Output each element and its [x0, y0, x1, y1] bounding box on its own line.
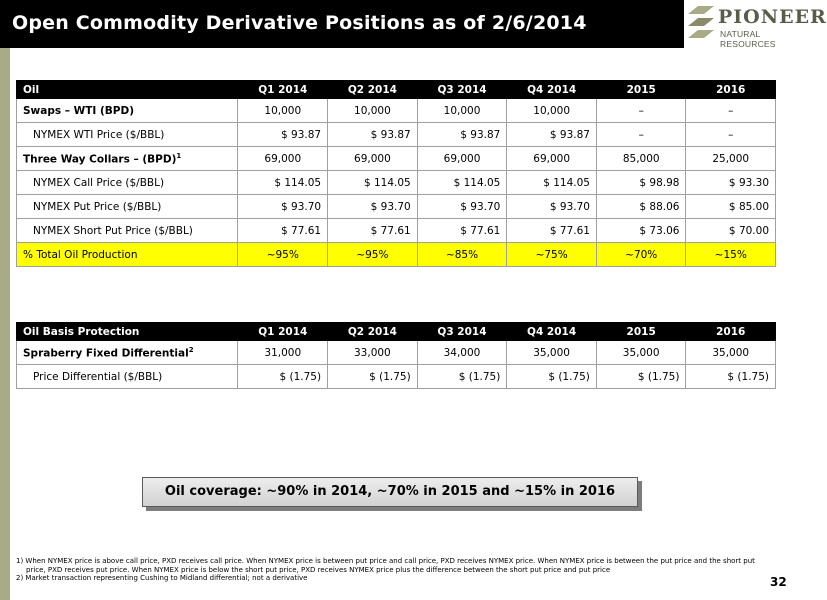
column-header: 2016 — [686, 81, 776, 99]
table-cell: $ (1.75) — [238, 365, 328, 389]
table-cell: $ 93.70 — [328, 195, 418, 219]
table-row — [17, 195, 776, 219]
table-cell: $ (1.75) — [328, 365, 418, 389]
table-cell: ~95% — [328, 243, 418, 267]
column-header: Q3 2014 — [417, 81, 507, 99]
footnotes — [16, 557, 766, 583]
oil-derivatives-table — [16, 80, 776, 267]
table-row — [17, 99, 776, 123]
table-row — [17, 243, 776, 267]
table-cell: 33,000 — [328, 341, 418, 365]
footnote: 1) When NYMEX price is above call price, PXD receives call price. When NYMEX price is between put price and call price, PXD receives NYMEX price. When NYMEX price is between the put price and the short put price, PXD receives put price. When NYMEX price is below the short put price, PXD receives NYMEX price plus the difference between the short put price and put price — [16, 557, 755, 574]
table-cell: 10,000 — [417, 99, 507, 123]
footnote-marker: 1 — [176, 151, 182, 160]
footnote: 2) Market transaction representing Cushing to Midland differential; not a derivative — [16, 574, 308, 583]
slide-header — [0, 0, 827, 49]
row-label — [17, 171, 238, 195]
row-label — [17, 99, 238, 123]
table-cell: $ 88.06 — [596, 195, 686, 219]
table-cell: 31,000 — [238, 341, 328, 365]
table-cell: $ 114.05 — [238, 171, 328, 195]
company-logo — [684, 0, 827, 49]
table-cell: 69,000 — [238, 147, 328, 171]
row-label-text: NYMEX Put Price ($/BBL) — [33, 200, 162, 213]
table-row — [17, 219, 776, 243]
table-cell: $ 93.87 — [417, 123, 507, 147]
table-cell: 69,000 — [328, 147, 418, 171]
table-cell: $ (1.75) — [686, 365, 776, 389]
column-header: Q4 2014 — [507, 323, 597, 341]
row-label — [17, 243, 238, 267]
column-header: Oil — [17, 81, 238, 99]
table-cell: $ 93.87 — [328, 123, 418, 147]
table-cell: $ (1.75) — [596, 365, 686, 389]
table-cell: $ 114.05 — [507, 171, 597, 195]
row-label — [17, 219, 238, 243]
table-cell: 10,000 — [238, 99, 328, 123]
table-cell: 25,000 — [686, 147, 776, 171]
table-cell: ~70% — [596, 243, 686, 267]
column-header: Q4 2014 — [507, 81, 597, 99]
table-cell: ~95% — [238, 243, 328, 267]
row-label-text: Swaps – WTI (BPD) — [23, 104, 134, 117]
table-cell: 35,000 — [596, 341, 686, 365]
table-cell: $ (1.75) — [507, 365, 597, 389]
table-row — [17, 147, 776, 171]
table-cell: $ 77.61 — [238, 219, 328, 243]
table-cell: 69,000 — [417, 147, 507, 171]
table-cell: $ 85.00 — [686, 195, 776, 219]
column-header: Q2 2014 — [328, 323, 418, 341]
table-cell: 85,000 — [596, 147, 686, 171]
table-cell: $ 77.61 — [507, 219, 597, 243]
table-cell: $ 98.98 — [596, 171, 686, 195]
row-label-text: NYMEX Call Price ($/BBL) — [33, 176, 165, 189]
table-cell: 34,000 — [417, 341, 507, 365]
logo-subtitle: NATURAL RESOURCES — [720, 29, 776, 49]
table-cell: $ 114.05 — [417, 171, 507, 195]
row-label — [17, 341, 238, 365]
table-cell: $ (1.75) — [417, 365, 507, 389]
oil-coverage-callout: Oil coverage: ~90% in 2014, ~70% in 2015 and ~15% in 2016 — [142, 477, 638, 507]
table-cell: $ 73.06 — [596, 219, 686, 243]
pioneer-logo-icon — [686, 4, 716, 44]
row-label — [17, 365, 238, 389]
table-header-row — [17, 323, 776, 341]
table-cell: – — [596, 99, 686, 123]
table-cell: $ 93.87 — [238, 123, 328, 147]
table-cell: $ 93.70 — [417, 195, 507, 219]
table-cell: – — [596, 123, 686, 147]
table-cell: $ 70.00 — [686, 219, 776, 243]
column-header: Oil Basis Protection — [17, 323, 238, 341]
table-cell: $ 93.70 — [238, 195, 328, 219]
row-label-text: Three Way Collars – (BPD) — [23, 153, 177, 166]
logo-name: PIONEER — [718, 6, 827, 28]
table-cell: 69,000 — [507, 147, 597, 171]
column-header: Q3 2014 — [417, 323, 507, 341]
table-row — [17, 365, 776, 389]
table-header-row — [17, 81, 776, 99]
table-row — [17, 341, 776, 365]
table-row — [17, 171, 776, 195]
table-cell: 10,000 — [328, 99, 418, 123]
table-cell: $ 77.61 — [328, 219, 418, 243]
table-cell: 35,000 — [686, 341, 776, 365]
column-header: 2015 — [596, 81, 686, 99]
table-cell: $ 93.87 — [507, 123, 597, 147]
table-cell: ~15% — [686, 243, 776, 267]
column-header: Q1 2014 — [238, 81, 328, 99]
slide-title: Open Commodity Derivative Positions as of 2/6/2014 — [12, 12, 587, 34]
column-header: Q1 2014 — [238, 323, 328, 341]
table-cell: – — [686, 99, 776, 123]
row-label-text: Price Differential ($/BBL) — [33, 370, 163, 383]
table-cell: 10,000 — [507, 99, 597, 123]
table-cell: ~85% — [417, 243, 507, 267]
table-cell: $ 114.05 — [328, 171, 418, 195]
table-cell: 35,000 — [507, 341, 597, 365]
row-label-text: NYMEX Short Put Price ($/BBL) — [33, 224, 193, 237]
page-number: 32 — [770, 575, 787, 589]
table-cell: $ 93.70 — [507, 195, 597, 219]
table-cell: – — [686, 123, 776, 147]
row-label — [17, 195, 238, 219]
table-cell: $ 77.61 — [417, 219, 507, 243]
row-label-text: % Total Oil Production — [23, 248, 138, 261]
row-label — [17, 147, 238, 171]
column-header: 2015 — [596, 323, 686, 341]
oil-basis-table — [16, 322, 776, 389]
row-label-text: Spraberry Fixed Differential — [23, 347, 189, 360]
row-label — [17, 123, 238, 147]
table-cell: $ 93.30 — [686, 171, 776, 195]
table-row — [17, 123, 776, 147]
table-cell: ~75% — [507, 243, 597, 267]
row-label-text: NYMEX WTI Price ($/BBL) — [33, 128, 165, 141]
column-header: Q2 2014 — [328, 81, 418, 99]
left-accent-bar — [0, 48, 10, 600]
column-header: 2016 — [686, 323, 776, 341]
footnote-marker: 2 — [188, 345, 194, 354]
